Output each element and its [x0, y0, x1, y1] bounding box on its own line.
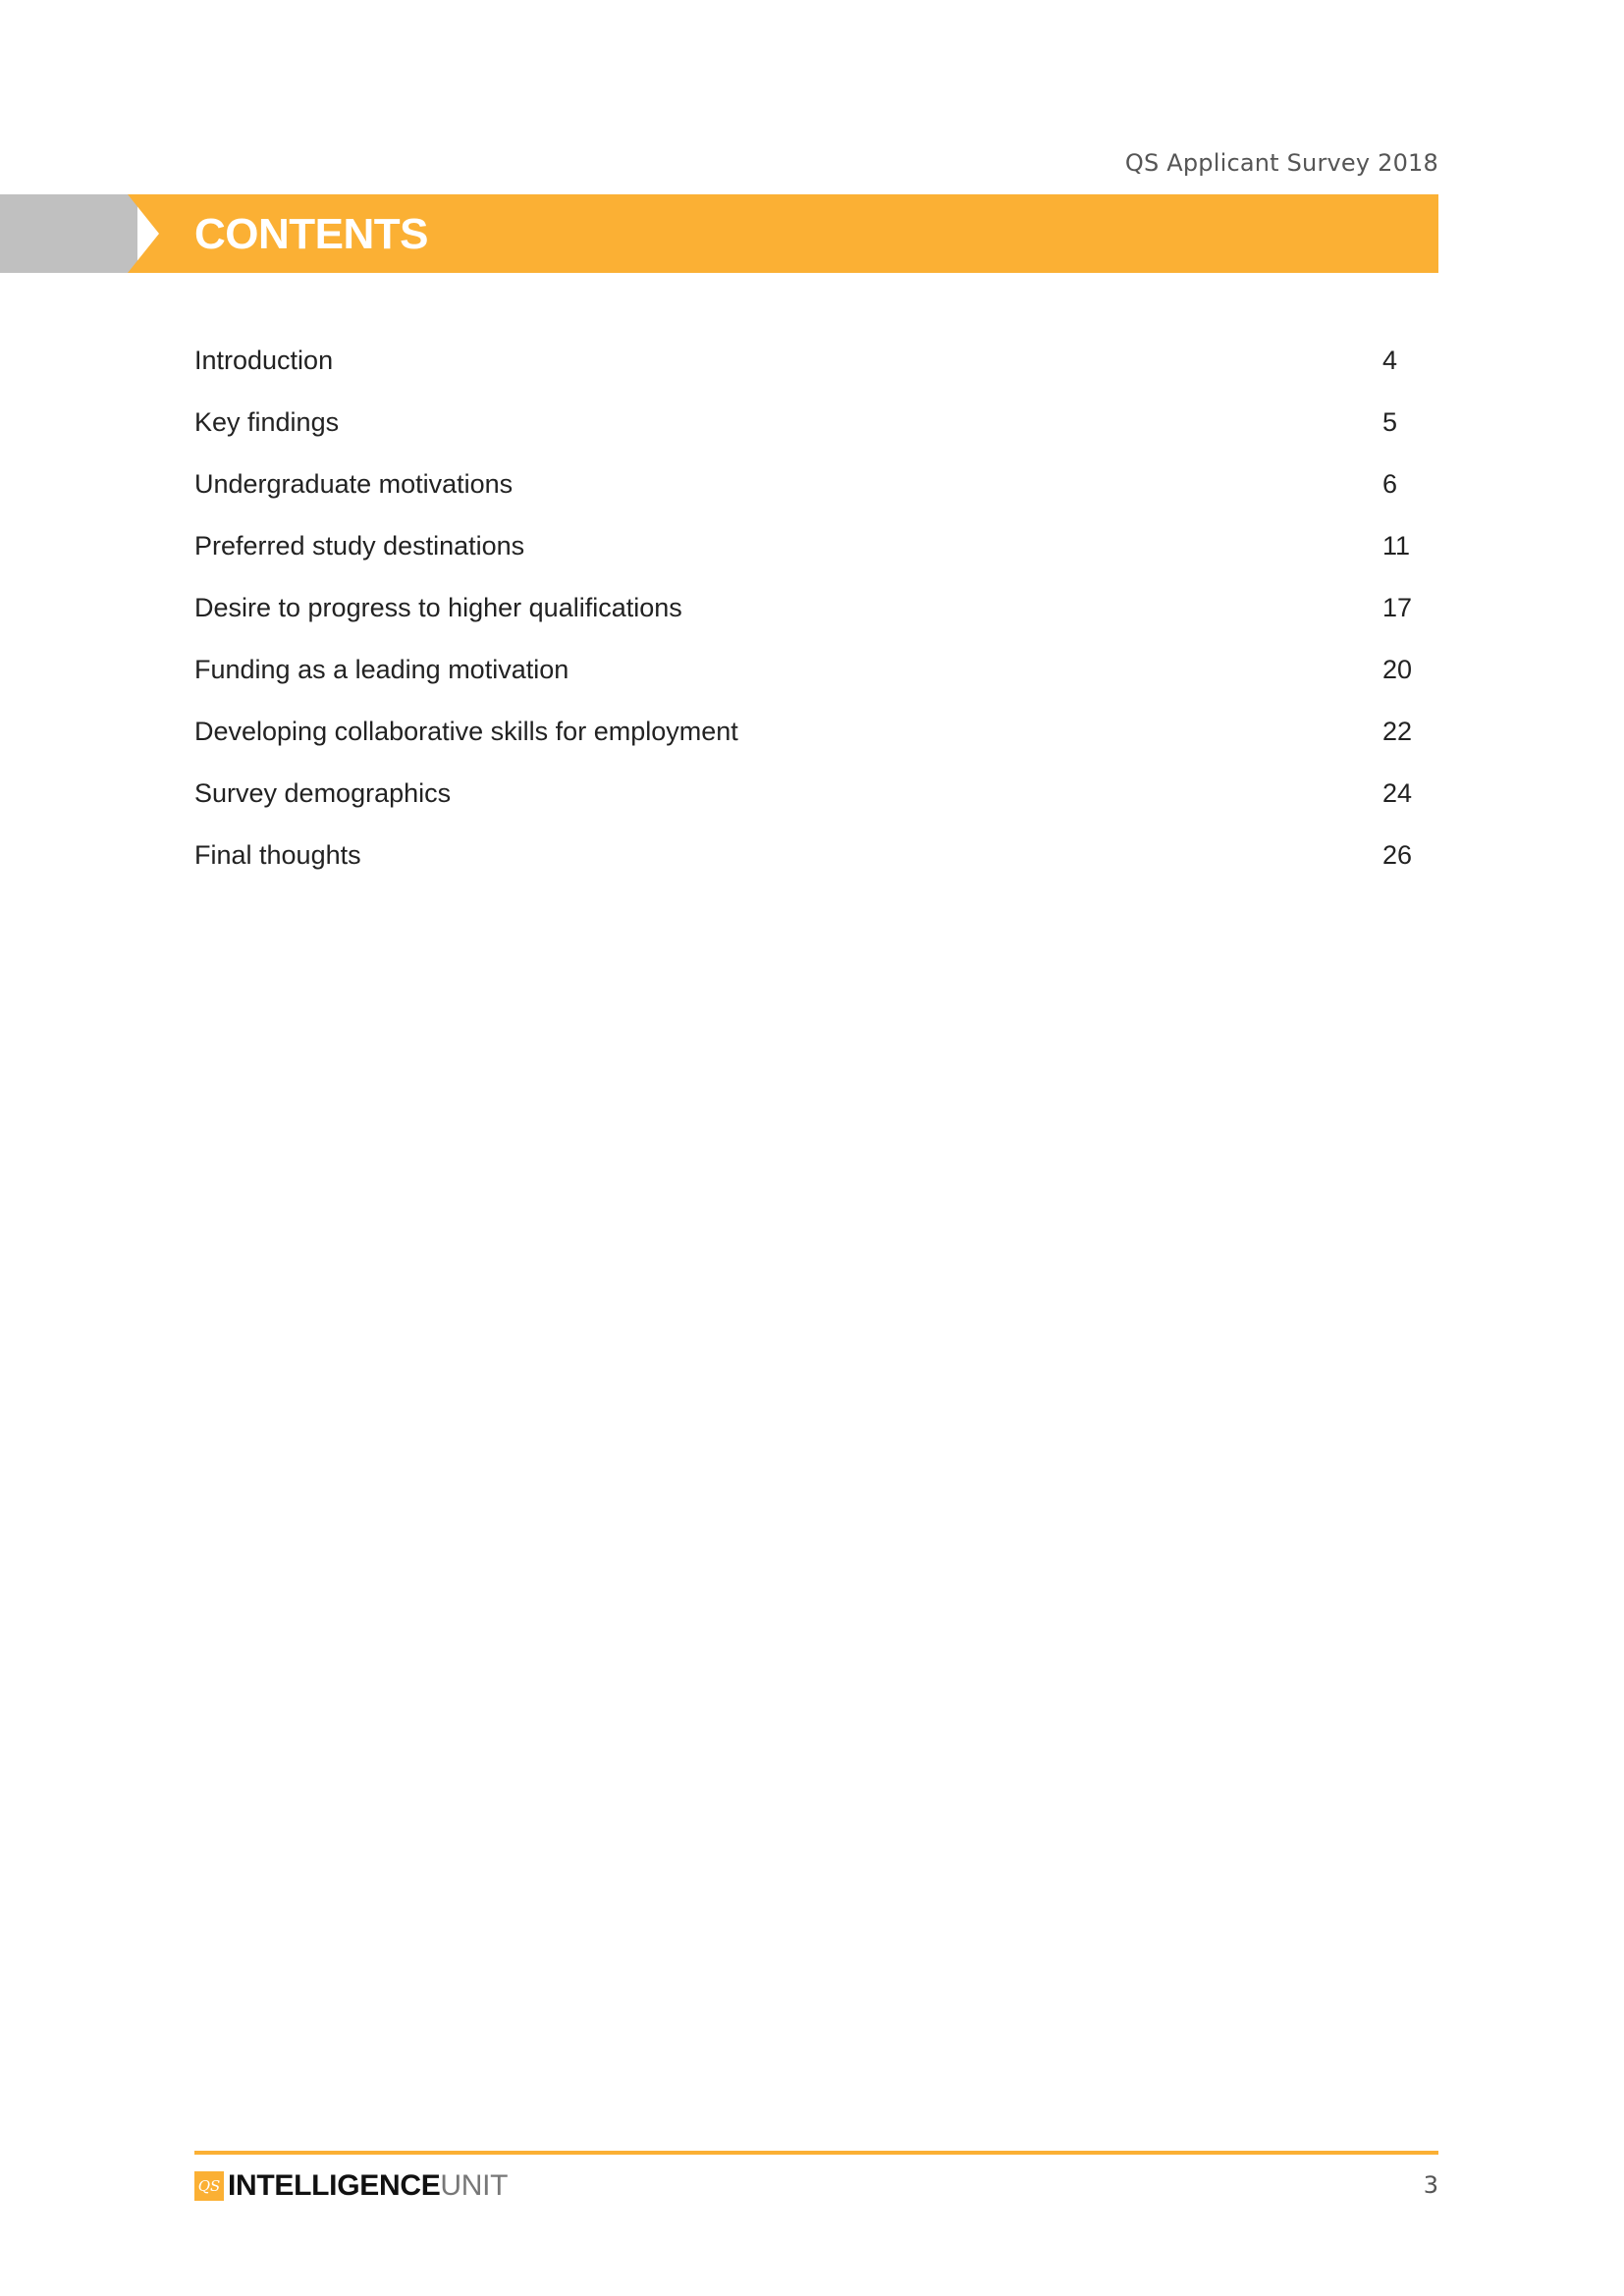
toc-entry-title: Developing collaborative skills for employment — [194, 717, 738, 746]
toc-entry[interactable] — [194, 652, 1412, 714]
toc-entry[interactable] — [194, 466, 1412, 528]
page-title: CONTENTS — [194, 210, 428, 258]
toc-entry-title: Survey demographics — [194, 778, 452, 808]
intelligence-unit-logo — [194, 2168, 508, 2204]
toc-entry[interactable] — [194, 837, 1412, 899]
running-header: QS Applicant Survey 2018 — [1124, 149, 1438, 177]
table-of-contents — [194, 343, 1412, 899]
toc-entry-page: 24 — [1382, 778, 1413, 808]
toc-entry[interactable] — [194, 775, 1412, 837]
toc-entry-title: Final thoughts — [194, 840, 361, 870]
logo-text-intelligence: INTELLIGENCE — [228, 2169, 441, 2202]
toc-entry-page: 22 — [1382, 717, 1413, 746]
toc-entry-page: 17 — [1382, 593, 1413, 622]
contents-banner — [0, 194, 1438, 273]
page-number: 3 — [1423, 2171, 1438, 2199]
toc-entry-title: Funding as a leading motivation — [194, 655, 569, 684]
toc-entry[interactable] — [194, 714, 1412, 775]
toc-entry[interactable] — [194, 590, 1412, 652]
toc-entry[interactable] — [194, 528, 1412, 590]
footer-divider — [194, 2151, 1438, 2155]
toc-entry-page: 11 — [1382, 531, 1411, 561]
toc-entry-title: Undergraduate motivations — [194, 469, 514, 499]
banner-grey-tab — [0, 194, 137, 273]
logo-text-unit: UNIT — [440, 2169, 509, 2202]
toc-entry[interactable] — [194, 404, 1412, 466]
toc-entry-title: Desire to progress to higher qualifications — [194, 593, 682, 622]
toc-entry-page: 20 — [1382, 655, 1413, 684]
toc-entry-title: Key findings — [194, 407, 340, 437]
toc-entry-page: 6 — [1382, 469, 1398, 499]
toc-entry[interactable] — [194, 343, 1412, 404]
toc-entry-page: 4 — [1382, 346, 1398, 375]
toc-entry-page: 26 — [1382, 840, 1413, 870]
toc-entry-page: 5 — [1382, 407, 1398, 437]
qs-logo-icon: QS — [194, 2171, 224, 2201]
toc-entry-title: Introduction — [194, 346, 334, 375]
toc-entry-title: Preferred study destinations — [194, 531, 525, 561]
